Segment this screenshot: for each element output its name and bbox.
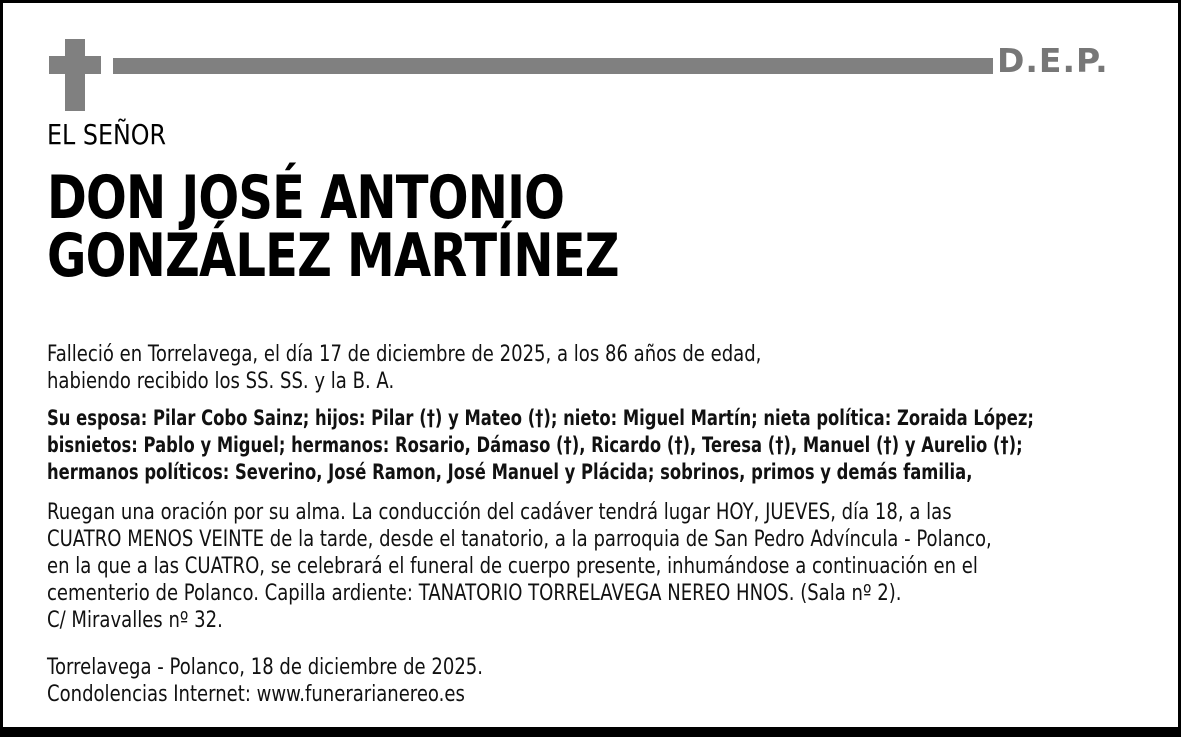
obituary-card [3,3,1178,727]
service-line: en la que a las CUATRO, se celebrará el funeral de cuerpo presente, inhumándose a continuación en el [47,554,978,579]
name-line-2: GONZÁLEZ MARTÍNEZ [47,221,619,291]
service-line: cementerio de Polanco. Capilla ardiente: TANATORIO TORRELAVEGA NEREO HNOS. (Sala nº 2). [47,581,902,606]
family-line: bisnietos: Pablo y Miguel; hermanos: Rosario, Dámaso (†), Ricardo (†), Teresa (†), Manuel (†) y Aurelio (†); [47,433,1023,457]
service-line: Ruegan una oración por su alma. La conducción del cadáver tendrá lugar HOY, JUEVES, día 18, a las [47,500,952,525]
service-details [47,499,992,634]
condolences-link[interactable]: Condolencias Internet: www.funerarianereo.es [47,682,465,707]
family-line: Su esposa: Pilar Cobo Sainz; hijos: Pilar (†) y Mateo (†); nieto: Miguel Martín; nieta política: Zoraida López; [47,406,1034,430]
place-date: Torrelavega - Polanco, 18 de diciembre de 2025. [47,655,484,680]
honorific: EL SEÑOR [47,118,167,151]
death-notice-line: habiendo recibido los SS. SS. y la B. A. [47,369,395,394]
cross-vertical-bar [65,39,85,111]
service-line: C/ Miravalles nº 32. [47,608,223,633]
dep-label: D.E.P. [997,41,1109,80]
family-line: hermanos políticos: Severino, José Ramon, José Manuel y Plácida; sobrinos, primos y demás familia, [47,460,973,484]
footer [47,654,965,708]
name-line-1: DON JOSÉ ANTONIO [47,163,565,233]
service-line: CUATRO MENOS VEINTE de la tarde, desde el tanatorio, a la parroquia de San Pedro Advíncula - Polanco, [47,527,992,552]
header-rule [113,58,993,74]
death-notice [47,341,965,395]
family-list [47,405,1034,486]
deceased-name [47,163,767,291]
obituary-header [49,39,1127,111]
cross-horizontal-bar [49,56,101,74]
death-notice-line: Falleció en Torrelavega, el día 17 de diciembre de 2025, a los 86 años de edad, [47,342,762,367]
